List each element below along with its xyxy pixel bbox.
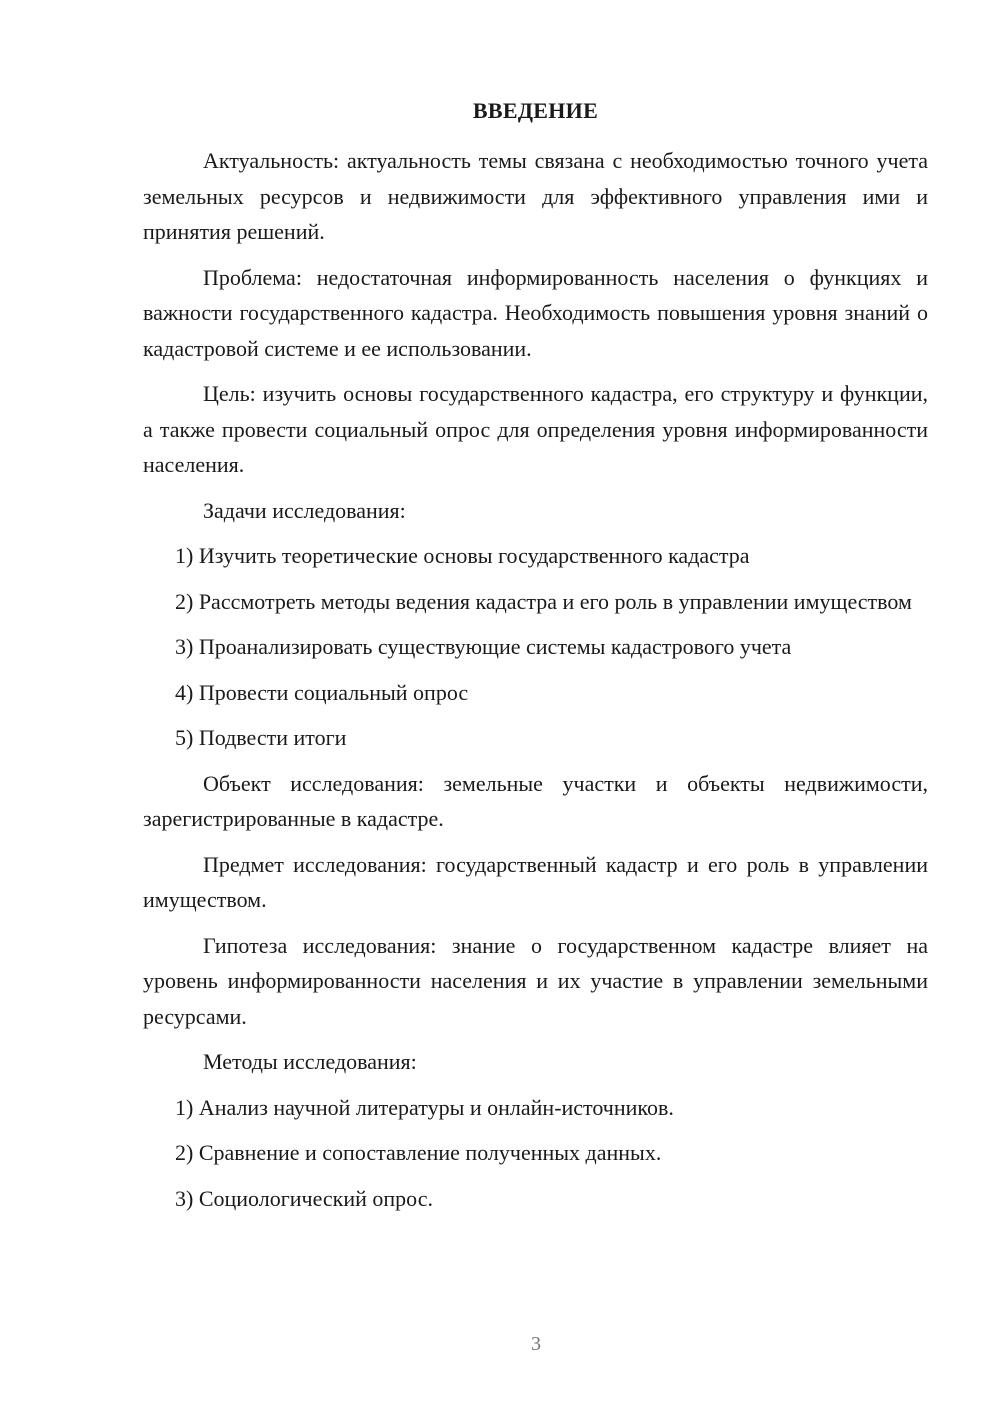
paragraph-methods-heading: Методы исследования: <box>203 1049 417 1074</box>
paragraph-goal: Цель: изучить основы государственного кадастра, его структуру и функции, а также провести социальный опрос для определения уровня информированности населения. <box>143 381 928 477</box>
list-item-method-1: 1) Анализ научной литературы и онлайн-источников. <box>175 1094 674 1120</box>
section-body <box>143 143 928 1226</box>
list-item-method-2: 2) Сравнение и сопоставление полученных данных. <box>175 1140 662 1165</box>
list-item-task-5: 5) Подвести итоги <box>175 725 347 750</box>
paragraph-hypothesis: Гипотеза исследования: знание о государственном кадастре влияет на уровень информированности населения и их участие в управлении земельными ресурсами. <box>143 932 928 1029</box>
list-item-task-4: 4) Провести социальный опрос <box>175 679 469 705</box>
paragraph-subject: Предмет исследования: государственный кадастр и его роль в управлении имуществом. <box>143 851 928 912</box>
paragraph-tasks-heading: Задачи исследования: <box>203 497 406 523</box>
page-number: 3 <box>531 1333 541 1355</box>
paragraph-object: Объект исследования: земельные участки и объекты недвижимости, зарегистрированные в кадастре. <box>143 770 928 831</box>
paragraph-relevance: Актуальность: актуальность темы связана с необходимостью точного учета земельных ресурсов и недвижимости для эффективного управления ими и принятия решений. <box>143 148 928 244</box>
section-title: ВВЕДЕНИЕ <box>472 98 599 123</box>
list-item-method-3: 3) Социологический опрос. <box>175 1185 433 1211</box>
list-item-task-3: 3) Проанализировать существующие системы кадастрового учета <box>175 634 792 659</box>
list-item-task-1: 1) Изучить теоретические основы государственного кадастра <box>175 543 750 568</box>
list-item-task-2: 2) Рассмотреть методы ведения кадастра и его роль в управлении имуществом <box>175 588 912 614</box>
paragraph-problem: Проблема: недостаточная информированность населения о функциях и важности государственного кадастра. Необходимость повышения уровня знаний о кадастровой системе и ее использовании. <box>143 264 928 361</box>
